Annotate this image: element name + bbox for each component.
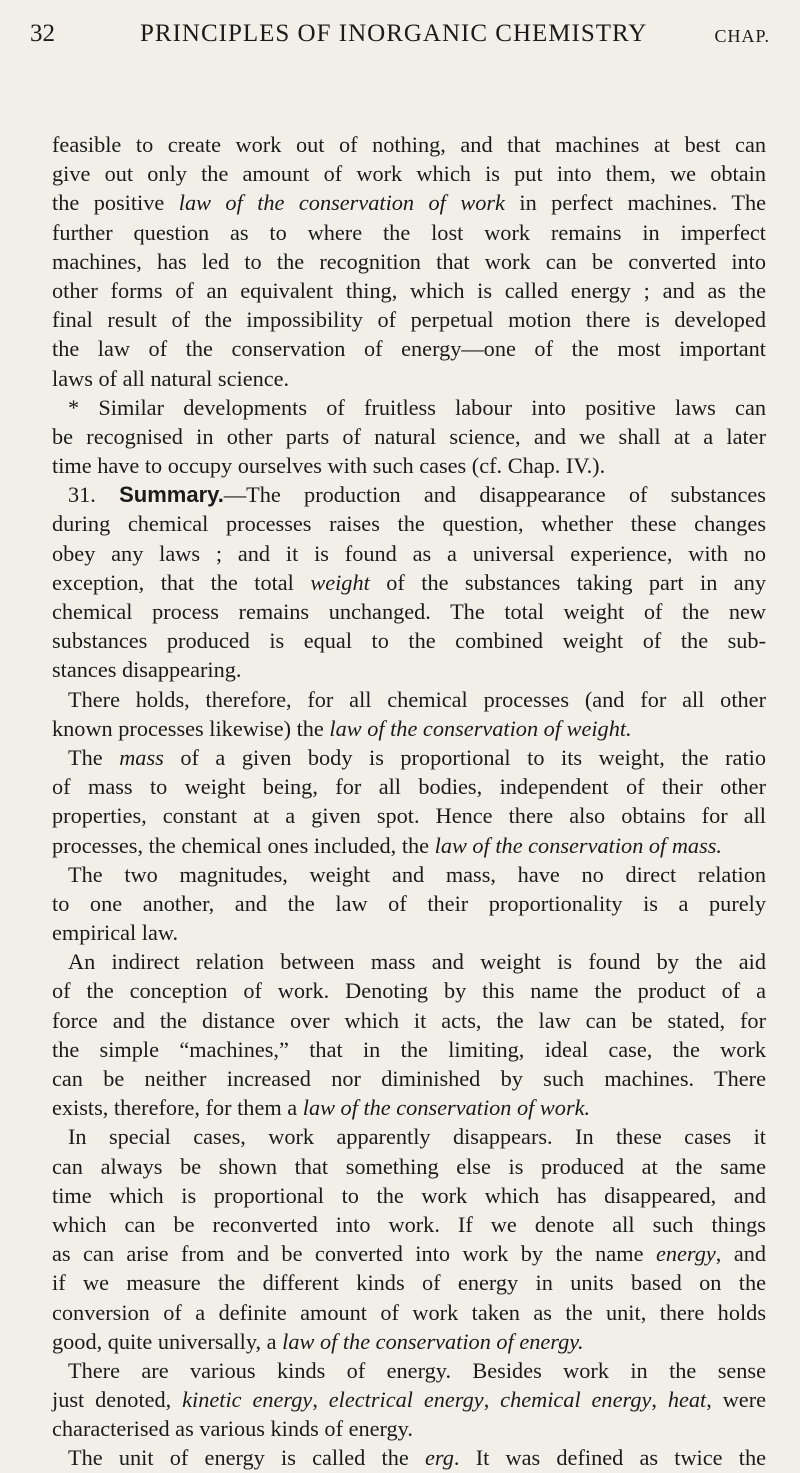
text-segment: exception, that the total: [52, 569, 311, 595]
text-segment: time have to occupy ourselves with such cases (cf. Chap. IV.).: [52, 453, 606, 479]
text-line: [52, 947, 766, 976]
italic-phrase: heat: [667, 1387, 707, 1413]
body-text: [52, 130, 766, 1473]
text-segment: The: [68, 744, 120, 770]
text-line: [52, 860, 766, 889]
text-line: [52, 1122, 766, 1151]
text-segment: of mass to weight being, for all bodies, independent of their other: [52, 774, 766, 800]
running-title: PRINCIPLES OF INORGANIC CHEMISTRY: [140, 20, 648, 47]
text-segment: chemical process remains unchanged. The total weight of the new: [52, 599, 766, 624]
text-segment: the simple “machines,” that in the limiting, ideal case, the work: [52, 1036, 766, 1062]
text-line: [52, 130, 766, 159]
text-line: [52, 1181, 766, 1210]
text-line: [52, 1006, 766, 1035]
text-line: [52, 1239, 766, 1268]
text-segment: the law of the conservation of energy—one of the most important: [52, 336, 766, 362]
italic-phrase: law of the conservation of work.: [302, 1095, 591, 1121]
text-line: [52, 247, 766, 276]
running-header: [30, 14, 770, 54]
text-line: [52, 1414, 766, 1443]
text-line: [52, 889, 766, 918]
text-line: [52, 626, 766, 655]
text-line: [52, 451, 766, 480]
text-segment: which can be reconverted into work. If we denote all such things: [52, 1211, 766, 1237]
text-segment: * Similar developments of fruitless labour into positive laws can: [68, 394, 766, 420]
text-segment: if we measure the different kinds of energy in units based on the: [52, 1270, 766, 1296]
text-segment: the positive: [52, 190, 179, 216]
text-line: [52, 597, 766, 626]
text-segment: 31.: [68, 482, 120, 508]
italic-phrase: law of the conservation of work: [178, 190, 505, 216]
text-line: [52, 831, 766, 860]
italic-phrase: weight: [310, 569, 370, 595]
text-segment: final result of the impossibility of perpetual motion there is developed: [52, 307, 766, 333]
text-line: [52, 1298, 766, 1327]
page-number: 32: [30, 20, 55, 47]
text-line: [52, 743, 766, 772]
text-segment: force and the distance over which it acts, the law can be stated, for: [52, 1007, 766, 1033]
text-segment: to one another, and the law of their proportionality is a purely: [52, 890, 766, 916]
text-segment: In special cases, work apparently disappears. In these cases it: [68, 1124, 766, 1150]
text-line: [52, 364, 766, 393]
italic-phrase: erg: [425, 1445, 454, 1471]
text-segment: can be neither increased nor diminished by such machines. There: [52, 1066, 766, 1091]
text-segment: ,: [312, 1387, 329, 1413]
text-line: [52, 655, 766, 684]
text-segment: The unit of energy is called the: [68, 1445, 425, 1471]
text-line: [52, 801, 766, 830]
text-segment: of a given body is proportional to its weight, the ratio: [163, 744, 766, 770]
text-line: [52, 1327, 766, 1356]
text-segment: conversion of a definite amount of work taken as the unit, there holds: [52, 1299, 766, 1325]
text-line: [52, 772, 766, 801]
text-segment: as can arise from and be converted into work by the name: [52, 1241, 656, 1267]
text-segment: There are various kinds of energy. Besides work in the sense: [68, 1357, 766, 1383]
text-segment: characterised as various kinds of energy.: [52, 1416, 413, 1442]
text-segment: , and: [715, 1241, 767, 1267]
italic-phrase: law of the conservation of mass.: [434, 832, 723, 858]
italic-phrase: law of the conservation of energy.: [282, 1328, 584, 1354]
text-segment: in perfect machines. The: [504, 190, 766, 216]
text-line: [52, 685, 766, 714]
section-heading: Summary.: [119, 482, 224, 508]
text-line: [52, 1152, 766, 1181]
text-line: [52, 1035, 766, 1064]
text-segment: empirical law.: [52, 920, 179, 946]
text-segment: machines, has led to the recognition that work can be converted into: [52, 248, 766, 274]
text-segment: good, quite universally, a: [52, 1328, 283, 1354]
text-line: [52, 1093, 766, 1122]
text-line: [52, 1443, 766, 1472]
text-line: [52, 568, 766, 597]
text-segment: There holds, therefore, for all chemical processes (and for all other: [68, 686, 766, 712]
text-segment: give out only the amount of work which is put into them, we obtain: [52, 161, 766, 187]
italic-phrase: electrical energy: [328, 1387, 484, 1413]
text-segment: —The production and disappearance of substances: [223, 482, 766, 508]
text-line: [52, 276, 766, 305]
text-segment: , were: [706, 1387, 767, 1413]
text-line: [52, 1385, 766, 1414]
text-segment: be recognised in other parts of natural science, and we shall at a later: [52, 423, 766, 449]
text-line: [52, 1268, 766, 1297]
text-line: [52, 159, 766, 188]
text-line: [52, 393, 766, 422]
text-line: [52, 334, 766, 363]
text-line: [52, 1210, 766, 1239]
italic-phrase: chemical energy: [500, 1387, 652, 1413]
text-line: [52, 714, 766, 743]
text-line: [52, 509, 766, 538]
text-segment: further question as to where the lost work remains in imperfect: [52, 219, 766, 245]
text-line: [52, 480, 766, 509]
text-segment: of the substances taking part in any: [369, 569, 766, 595]
chapter-label: CHAP.: [714, 26, 770, 46]
text-line: [52, 918, 766, 947]
italic-phrase: kinetic energy: [182, 1387, 313, 1413]
text-line: [52, 976, 766, 1005]
text-segment: time which is proportional to the work which has disappeared, and: [52, 1182, 766, 1208]
italic-phrase: law of the conservation of weight.: [329, 715, 632, 741]
text-line: [52, 539, 766, 568]
text-line: [52, 422, 766, 451]
text-segment: The two magnitudes, weight and mass, have no direct relation: [68, 861, 766, 887]
italic-phrase: mass: [119, 744, 164, 770]
text-segment: during chemical processes raises the question, whether these changes: [52, 511, 766, 537]
text-segment: processes, the chemical ones included, the: [52, 832, 435, 858]
text-segment: can always be shown that something else is produced at the same: [52, 1153, 766, 1179]
text-segment: ,: [651, 1387, 668, 1413]
text-segment: feasible to create work out of nothing, and that machines at best can: [52, 132, 766, 157]
text-segment: An indirect relation between mass and weight is found by the aid: [68, 949, 766, 975]
text-line: [52, 1356, 766, 1385]
text-segment: other forms of an equivalent thing, which is called energy ; and as the: [52, 277, 766, 303]
italic-phrase: energy: [655, 1241, 716, 1267]
text-line: [52, 305, 766, 334]
text-segment: properties, constant at a given spot. Hence there also obtains for all: [52, 803, 766, 829]
text-segment: just denoted,: [52, 1387, 183, 1413]
text-segment: obey any laws ; and it is found as a universal experience, with no: [52, 540, 766, 566]
text-line: [52, 1064, 766, 1093]
text-segment: . It was defined as twice the: [453, 1445, 766, 1471]
text-segment: substances produced is equal to the combined weight of the sub-: [52, 628, 766, 654]
text-segment: of the conception of work. Denoting by this name the product of a: [52, 978, 766, 1004]
text-segment: exists, therefore, for them a: [52, 1095, 303, 1121]
text-segment: laws of all natural science.: [52, 365, 290, 391]
text-segment: stances disappearing.: [52, 657, 242, 683]
text-segment: ,: [483, 1387, 501, 1413]
text-segment: known processes likewise) the: [52, 715, 330, 741]
text-line: [52, 218, 766, 247]
text-line: [52, 188, 766, 217]
